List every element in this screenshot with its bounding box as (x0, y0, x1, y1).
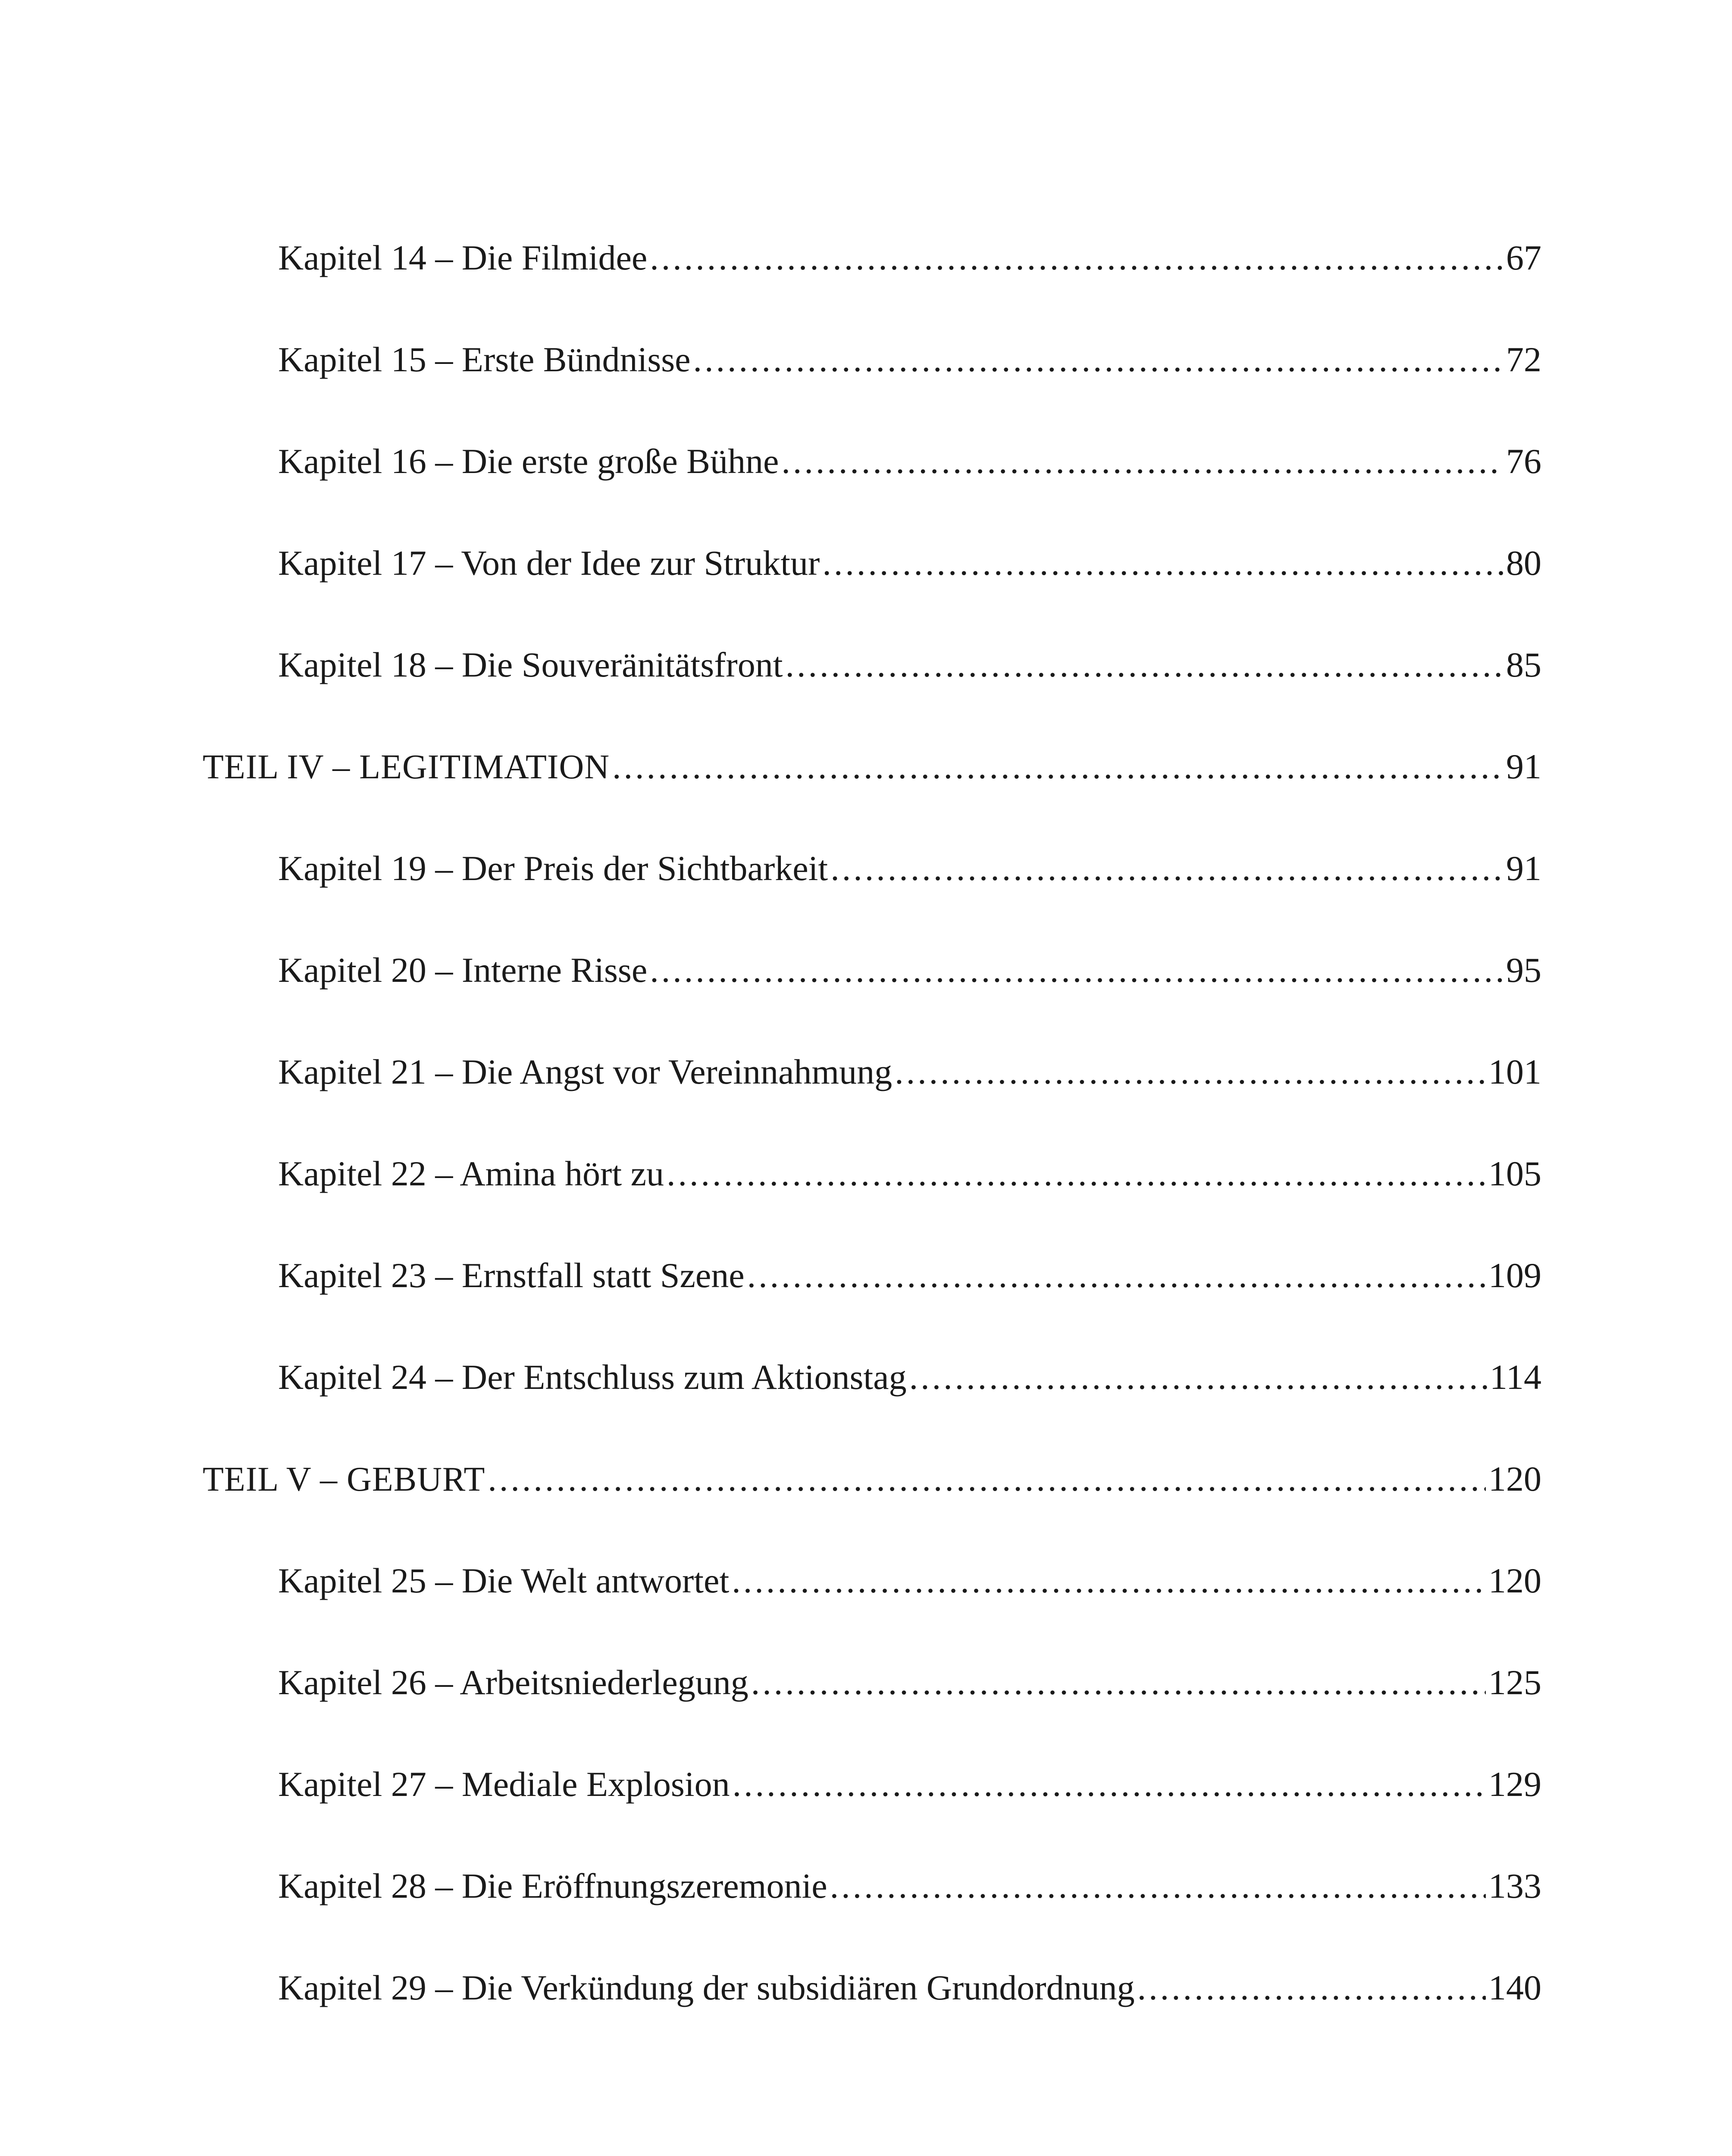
toc-dot-leader (781, 444, 1503, 479)
toc-entry[interactable] (0, 1225, 1732, 1326)
toc-entry-page: 109 (1488, 1256, 1541, 1295)
toc-entry-title: Kapitel 14 – Die Filmidee (278, 238, 648, 277)
toc-entry-page: 80 (1506, 543, 1541, 583)
toc-entry-page: 101 (1488, 1052, 1541, 1091)
toc-entry-title: Kapitel 24 – Der Entschluss zum Aktionstag (278, 1357, 907, 1397)
toc-entry[interactable] (0, 1530, 1732, 1632)
toc-dot-leader (747, 1258, 1486, 1293)
toc-part-title: TEIL V – GEBURT (203, 1460, 485, 1498)
toc-entry-page: 95 (1506, 950, 1541, 990)
toc-entry[interactable] (0, 1021, 1732, 1123)
toc-entry-title: Kapitel 25 – Die Welt antwortet (278, 1561, 730, 1600)
toc-entry-title: Kapitel 15 – Erste Bündnisse (278, 340, 691, 379)
toc-dot-leader (751, 1665, 1486, 1700)
toc-entry-page: 105 (1488, 1154, 1541, 1193)
toc-entry[interactable] (0, 818, 1732, 919)
toc-entry-page: 114 (1490, 1357, 1541, 1397)
toc-dot-leader (650, 953, 1503, 988)
toc-dot-leader (786, 647, 1503, 683)
toc-entry-title: Kapitel 19 – Der Preis der Sichtbarkeit (278, 849, 828, 888)
toc-dot-leader (1137, 1970, 1486, 2006)
toc-entry-page: 125 (1488, 1663, 1541, 1702)
toc-part-heading[interactable] (0, 1428, 1732, 1530)
toc-dot-leader (895, 1054, 1486, 1090)
toc-entry[interactable] (0, 309, 1732, 411)
toc-entry-title: Kapitel 23 – Ernstfall statt Szene (278, 1256, 745, 1295)
toc-dot-leader (732, 1563, 1486, 1598)
toc-dot-leader (830, 1868, 1486, 1904)
toc-dot-leader (822, 545, 1503, 581)
toc-entry-title: Kapitel 27 – Mediale Explosion (278, 1764, 730, 1804)
toc-dot-leader (667, 1156, 1486, 1191)
toc-entry[interactable] (0, 1326, 1732, 1428)
toc-dot-leader (650, 240, 1503, 276)
toc-part-page: 120 (1488, 1459, 1541, 1498)
toc-entry-page: 129 (1488, 1764, 1541, 1804)
toc-entry-title: Kapitel 18 – Die Souveränitätsfront (278, 645, 783, 684)
toc-entry[interactable] (0, 614, 1732, 716)
toc-dot-leader (488, 1461, 1486, 1497)
toc-dot-leader (909, 1360, 1487, 1395)
table-of-contents (0, 207, 1732, 2039)
toc-entry-title: Kapitel 26 – Arbeitsniederlegung (278, 1663, 749, 1702)
toc-entry-title: Kapitel 29 – Die Verkündung der subsidiären Grundordnung (278, 1968, 1135, 2007)
toc-entry-title: Kapitel 28 – Die Eröffnungszeremonie (278, 1866, 827, 1905)
toc-entry-page: 72 (1506, 340, 1541, 379)
toc-entry-title: Kapitel 22 – Amina hört zu (278, 1154, 664, 1193)
toc-entry-page: 91 (1506, 849, 1541, 888)
toc-entry-page: 67 (1506, 238, 1541, 277)
toc-dot-leader (612, 749, 1503, 784)
toc-entry-page: 133 (1488, 1866, 1541, 1905)
toc-entry[interactable] (0, 1733, 1732, 1835)
toc-entry[interactable] (0, 207, 1732, 309)
toc-dot-leader (830, 851, 1503, 886)
toc-entry[interactable] (0, 919, 1732, 1021)
toc-entry[interactable] (0, 1835, 1732, 1937)
toc-entry-page: 85 (1506, 645, 1541, 684)
toc-entry-page: 140 (1488, 1968, 1541, 2007)
toc-entry-title: Kapitel 20 – Interne Risse (278, 950, 648, 990)
toc-entry-page: 120 (1488, 1561, 1541, 1600)
toc-entry[interactable] (0, 512, 1732, 614)
toc-dot-leader (733, 1767, 1486, 1802)
toc-entry[interactable] (0, 411, 1732, 512)
toc-part-title: TEIL IV – LEGITIMATION (203, 748, 610, 786)
toc-entry[interactable] (0, 1632, 1732, 1733)
toc-entry[interactable] (0, 1123, 1732, 1225)
toc-entry-title: Kapitel 21 – Die Angst vor Vereinnahmung (278, 1052, 893, 1091)
toc-entry-title: Kapitel 16 – Die erste große Bühne (278, 442, 779, 481)
toc-entry-page: 76 (1506, 442, 1541, 481)
toc-entry-title: Kapitel 17 – Von der Idee zur Struktur (278, 543, 820, 583)
toc-part-heading[interactable] (0, 716, 1732, 818)
toc-entry[interactable] (0, 1937, 1732, 2039)
toc-dot-leader (693, 342, 1503, 377)
toc-part-page: 91 (1506, 747, 1541, 786)
